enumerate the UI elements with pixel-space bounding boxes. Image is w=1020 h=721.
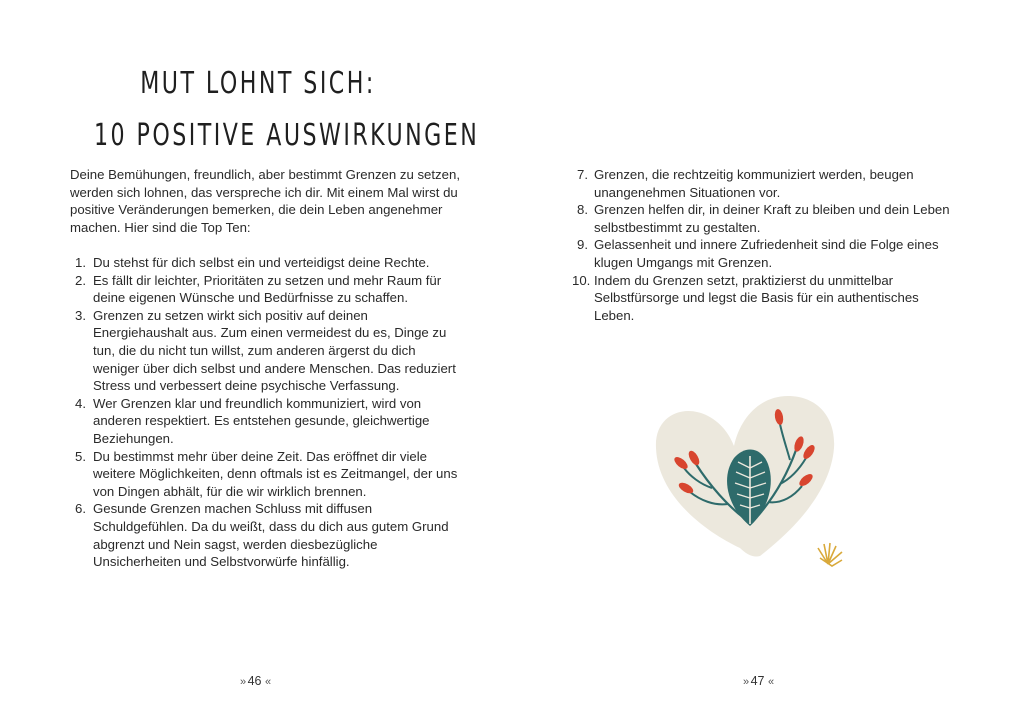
right-page (510, 0, 1020, 721)
ornament-icon: » (743, 676, 748, 688)
item-text: Du bestimmst mehr über deine Zeit. Das eröffnet dir viele weitere Möglichkeiten, denn oftmals ist es Zeitmangel, der uns von Dingen abhält, für die wir wirklich brennen. (93, 448, 458, 499)
benefits-list-right (572, 166, 962, 324)
item-number: 8. (577, 202, 588, 218)
title-line-2: 10 POSITIVE AUSWIRKUNGEN (94, 118, 480, 153)
item-text: Grenzen helfen dir, in deiner Kraft zu bleiben und dein Leben selbstbestimmt zu gestalten. (594, 202, 950, 235)
list-item (572, 201, 962, 236)
item-text: Du stehst für dich selbst ein und verteidigst deine Rechte. (93, 255, 430, 270)
item-number: 5. (75, 448, 86, 464)
ornament-icon: « (265, 676, 270, 688)
benefits-list-left (70, 254, 460, 571)
ornament-icon: « (768, 676, 773, 688)
intro-paragraph: Deine Bemühungen, freundlich, aber bestimmt Grenzen zu setzen, werden sich lohnen, das verspreche ich dir. Mit einem Mal wirst du positive Veränderungen bemerken, die dein Leben angenehmer machen. Hier sind die Top Ten: (70, 167, 460, 235)
item-number: 3. (75, 307, 86, 323)
list-item (572, 272, 962, 325)
list-item (70, 395, 460, 448)
list-item (70, 448, 460, 501)
page-number-left (240, 674, 269, 688)
list-item (70, 307, 460, 395)
page-number: 46 (247, 674, 262, 688)
item-number: 10. (572, 272, 591, 288)
item-text: Indem du Grenzen setzt, praktizierst du unmittelbar Selbstfürsorge und legst die Basis für ein authentisches Leben. (594, 272, 919, 323)
heart-leaf-illustration (648, 388, 848, 578)
item-number: 4. (75, 395, 86, 411)
page-title (94, 58, 480, 162)
item-number: 1. (75, 255, 86, 270)
item-text: Grenzen, die rechtzeitig kommuniziert werden, beugen unangenehmen Situationen vor. (594, 167, 914, 200)
item-number: 7. (577, 167, 588, 182)
item-number: 6. (75, 501, 86, 517)
list-item (572, 236, 962, 271)
item-text: Gelassenheit und innere Zufriedenheit sind die Folge eines klugen Umgangs mit Grenzen. (594, 237, 939, 270)
list-item (70, 500, 460, 570)
item-text: Es fällt dir leichter, Prioritäten zu setzen und mehr Raum für deine eigenen Wünsche und Bedürfnisse zu schaffen. (93, 272, 442, 306)
item-text: Wer Grenzen klar und freundlich kommuniziert, wird von anderen respektiert. Es entstehen gesunde, gleichwertige Beziehungen. (93, 395, 430, 446)
ornament-icon: » (240, 676, 245, 688)
item-number: 9. (577, 237, 588, 253)
list-item (70, 272, 460, 307)
page-number-right (743, 674, 772, 688)
item-number: 2. (75, 272, 86, 288)
item-text: Grenzen zu setzen wirkt sich positiv auf deinen Energiehaushalt aus. Zum einen vermeidest du es, Dinge zu tun, die du nicht tun willst, zum anderen ärgerst du dich weniger über dich selbst und andere Menschen. Das reduziert Stress und verbessert deine psychische Verfassung. (93, 307, 456, 394)
list-item (70, 254, 460, 272)
title-line-1: MUT LOHNT SICH: (140, 66, 376, 101)
page-number: 47 (750, 674, 765, 688)
sparkle-icon (818, 543, 842, 566)
list-item (572, 166, 962, 201)
item-text: Gesunde Grenzen machen Schluss mit diffusen Schuldgefühlen. Da du weißt, dass du dich aus gutem Grund abgrenzt und Nein sagst, werden diesbezügliche Unsicherheiten und Selbstvorwürfe hinfällig. (93, 501, 449, 570)
